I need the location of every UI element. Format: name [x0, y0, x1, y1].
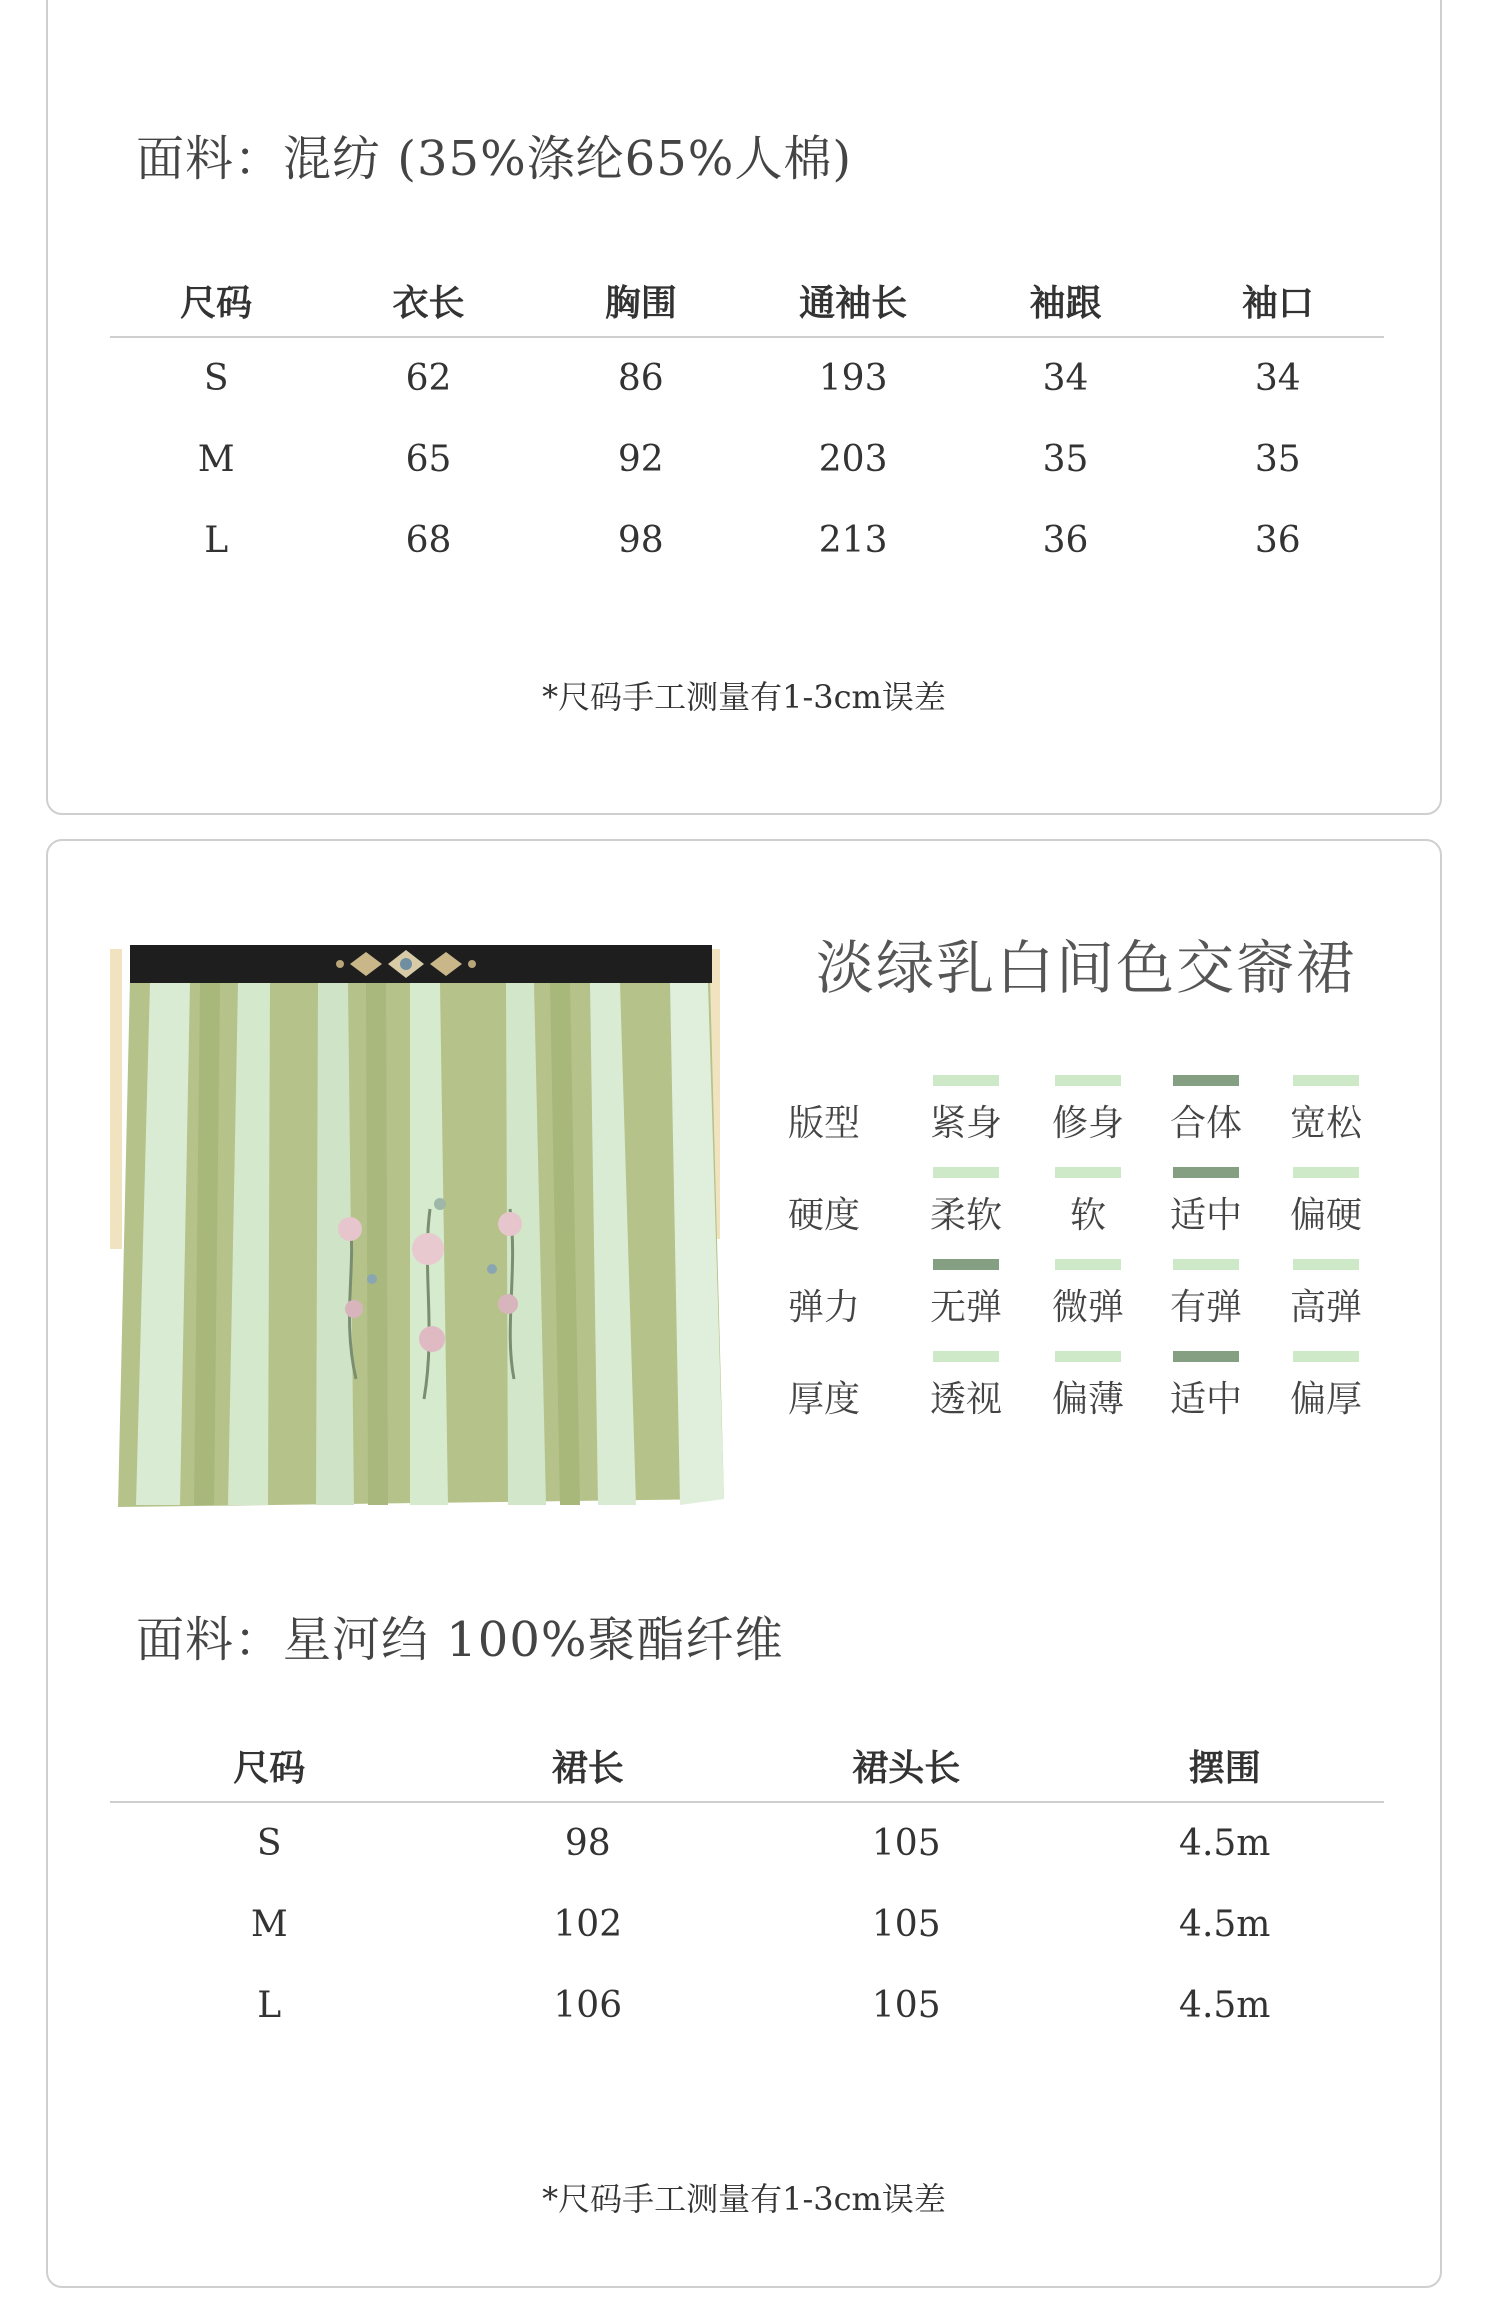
attribute-option: [1156, 1167, 1256, 1238]
table-cell: M: [197, 439, 235, 480]
option-label: 宽松: [1289, 1103, 1362, 1144]
table-cell: 62: [405, 358, 452, 399]
attribute-option: [1276, 1167, 1376, 1238]
table-cell: 98: [617, 520, 664, 561]
attribute-option: [916, 1167, 1016, 1238]
measurement-note: *尺码手工测量有1-3cm误差: [542, 678, 946, 716]
col-header: 裙头长: [747, 1729, 1066, 1802]
attribute-option: [1156, 1351, 1256, 1422]
top-size-table: [110, 264, 1384, 581]
top-size-card: [46, 0, 1442, 815]
attribute-label: 硬度: [788, 1195, 861, 1236]
col-header: 尺码: [110, 264, 322, 337]
table-cell: 34: [1254, 358, 1301, 399]
option-label: 有弹: [1169, 1287, 1242, 1328]
table-cell: L: [257, 1985, 282, 2026]
attribute-row-elasticity: [788, 1259, 1408, 1351]
table-cell: 98: [564, 1823, 611, 1864]
level-bar: [1173, 1075, 1239, 1086]
attribute-option: [1156, 1075, 1256, 1146]
level-bar: [933, 1351, 999, 1362]
level-bar: [1055, 1075, 1121, 1086]
level-bar: [1173, 1259, 1239, 1270]
option-label: 合体: [1169, 1103, 1242, 1144]
skirt-size-card: [46, 839, 1442, 2288]
level-bar: [1293, 1167, 1359, 1178]
level-bar: [1173, 1351, 1239, 1362]
table-cell: 34: [1042, 358, 1089, 399]
table-cell: 65: [405, 439, 452, 480]
table-cell: 105: [871, 1823, 941, 1864]
table-cell: M: [250, 1904, 288, 1945]
measurement-note: *尺码手工测量有1-3cm误差: [542, 2180, 946, 2218]
table-row: [110, 337, 1384, 419]
table-cell: 105: [871, 1904, 941, 1945]
table-cell: S: [256, 1823, 282, 1864]
skirt-fabric-label: 面料：星河绉 100%聚酯纤维: [136, 1612, 784, 1668]
col-header: 尺码: [110, 1729, 429, 1802]
attribute-option: [916, 1351, 1016, 1422]
level-bar: [933, 1075, 999, 1086]
attribute-option: [916, 1259, 1016, 1330]
table-cell: 92: [617, 439, 664, 480]
attribute-label: 厚度: [788, 1379, 861, 1420]
option-label: 无弹: [929, 1287, 1002, 1328]
table-row: [110, 419, 1384, 500]
attribute-option: [1038, 1167, 1138, 1238]
table-cell: 102: [553, 1904, 623, 1945]
option-label: 透视: [929, 1379, 1002, 1420]
table-header-row: [110, 264, 1384, 337]
table-cell: 35: [1254, 439, 1301, 480]
option-label: 偏厚: [1289, 1379, 1362, 1420]
option-label: 柔软: [929, 1195, 1002, 1236]
level-bar: [1055, 1351, 1121, 1362]
level-bar: [1293, 1075, 1359, 1086]
table-cell: 213: [818, 520, 888, 561]
attribute-option: [1038, 1351, 1138, 1422]
attribute-row-thickness: [788, 1351, 1408, 1443]
col-header: 摆围: [1066, 1729, 1385, 1802]
attribute-option: [1276, 1351, 1376, 1422]
level-bar: [1055, 1259, 1121, 1270]
table-row: [110, 1802, 1384, 1884]
option-label: 高弹: [1289, 1287, 1362, 1328]
table-cell: 35: [1042, 439, 1089, 480]
product-title: 淡绿乳白间色交窬裙: [815, 934, 1356, 1002]
option-label: 偏硬: [1289, 1195, 1362, 1236]
option-label: 微弹: [1051, 1287, 1124, 1328]
attribute-label: 弹力: [788, 1287, 861, 1328]
table-cell: 193: [818, 358, 888, 399]
table-cell: 203: [818, 439, 888, 480]
attribute-option: [1276, 1259, 1376, 1330]
table-row: [110, 1965, 1384, 2046]
level-bar: [933, 1167, 999, 1178]
level-bar: [1055, 1167, 1121, 1178]
table-cell: 4.5m: [1179, 1985, 1271, 2026]
level-bar: [1173, 1167, 1239, 1178]
table-row: [110, 500, 1384, 581]
col-header: 胸围: [535, 264, 747, 337]
attribute-option: [1156, 1259, 1256, 1330]
option-label: 适中: [1169, 1195, 1242, 1236]
attribute-row-fit: [788, 1075, 1408, 1167]
option-label: 适中: [1169, 1379, 1242, 1420]
attribute-option: [1276, 1075, 1376, 1146]
skirt-size-table: [110, 1729, 1384, 2046]
col-header: 裙长: [429, 1729, 748, 1802]
col-header: 衣长: [322, 264, 534, 337]
attribute-label: 版型: [788, 1103, 861, 1144]
col-header: 通袖长: [747, 264, 959, 337]
attribute-option: [1038, 1259, 1138, 1330]
option-label: 紧身: [929, 1103, 1002, 1144]
table-cell: 86: [617, 358, 664, 399]
table-header-row: [110, 1729, 1384, 1802]
pleated-skirt-image: [110, 939, 732, 1529]
table-cell: 36: [1042, 520, 1089, 561]
table-cell: 68: [405, 520, 452, 561]
table-cell: 36: [1254, 520, 1301, 561]
table-cell: 4.5m: [1179, 1904, 1271, 1945]
level-bar: [1293, 1259, 1359, 1270]
table-cell: S: [203, 358, 229, 399]
option-label: 偏薄: [1051, 1379, 1124, 1420]
attribute-option: [1038, 1075, 1138, 1146]
option-label: 软: [1069, 1195, 1106, 1236]
attribute-option: [916, 1075, 1016, 1146]
col-header: 袖跟: [959, 264, 1171, 337]
table-cell: L: [204, 520, 229, 561]
attribute-row-hardness: [788, 1167, 1408, 1259]
table-row: [110, 1884, 1384, 1965]
col-header: 袖口: [1172, 264, 1384, 337]
table-cell: 4.5m: [1179, 1823, 1271, 1864]
table-cell: 106: [553, 1985, 623, 2026]
table-cell: 105: [871, 1985, 941, 2026]
level-bar: [933, 1259, 999, 1270]
level-bar: [1293, 1351, 1359, 1362]
top-fabric-label: 面料：混纺 (35%涤纶65%人棉): [136, 131, 853, 187]
option-label: 修身: [1051, 1103, 1124, 1144]
attribute-table: [788, 1075, 1408, 1443]
